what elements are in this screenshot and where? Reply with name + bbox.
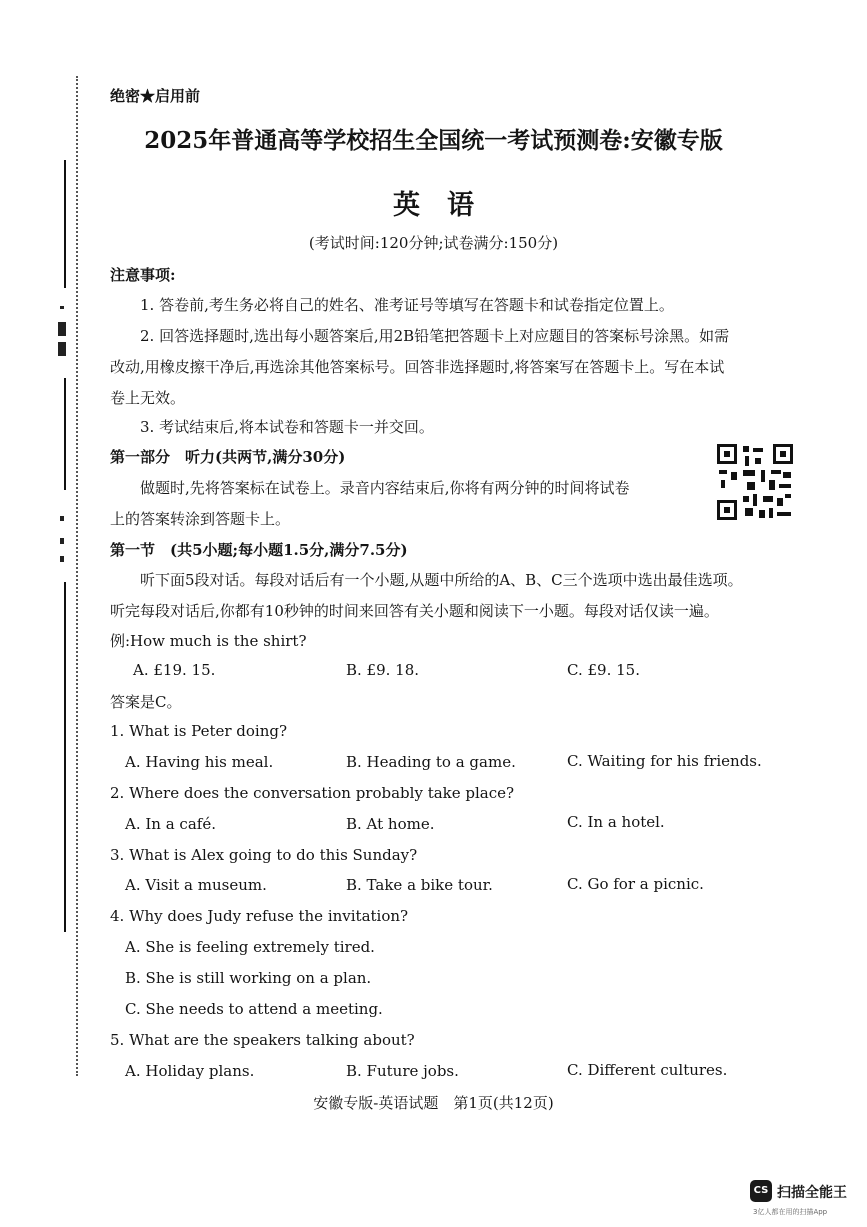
notes-heading: 注意事项: — [110, 266, 176, 284]
part1-intro-line-2: 上的答案转涂到答题卡上。 — [110, 510, 291, 528]
question-2-option-b: B. At home. — [346, 815, 435, 833]
question-1-option-c: C. Waiting for his friends. — [567, 752, 762, 770]
question-4-option-b: B. She is still working on a plan. — [125, 969, 372, 987]
example-question: 例:How much is the shirt? — [110, 632, 307, 650]
note-2-line-3: 卷上无效。 — [110, 389, 186, 407]
question-2-stem: 2. Where does the conversation probably take place? — [110, 784, 515, 802]
example-option-c: C. £9. 15. — [567, 661, 640, 679]
note-1: 1. 答卷前,考生务必将自己的姓名、准考证号等填写在答题卡和试卷指定位置上。 — [140, 296, 674, 314]
exam-title: 2025年普通高等学校招生全国统一考试预测卷:安徽专版 — [144, 127, 723, 154]
question-3-option-c: C. Go for a picnic. — [567, 875, 704, 893]
section1-intro-line-1: 听下面5段对话。每段对话后有一个小题,从题中所给的A、B、C三个选项中选出最佳选项。 — [140, 571, 743, 589]
question-5-option-c: C. Different cultures. — [567, 1061, 728, 1079]
question-2-option-a: A. In a café. — [125, 815, 216, 833]
scanner-app-name: 扫描全能王 — [777, 1185, 847, 1201]
subject-title: 英 语 — [393, 190, 474, 221]
binding-line-top — [64, 160, 66, 288]
question-1-option-b: B. Heading to a game. — [346, 753, 516, 771]
scanner-watermark — [750, 1180, 862, 1224]
note-3: 3. 考试结束后,将本试卷和答题卡一并交回。 — [140, 418, 434, 436]
page-footer: 安徽专版-英语试题 第1页(共12页) — [313, 1094, 554, 1112]
section1-intro-line-2: 听完每段对话后,你都有10秒钟的时间来回答有关小题和阅读下一小题。每段对话仅读一遍。 — [110, 602, 719, 620]
scanner-tagline: 3亿人都在用的扫描App — [753, 1208, 828, 1216]
binding-mark — [58, 322, 66, 336]
binding-line-bottom — [64, 582, 66, 932]
example-answer: 答案是C。 — [110, 693, 182, 711]
question-1-stem: 1. What is Peter doing? — [110, 722, 288, 740]
question-5-option-a: A. Holiday plans. — [125, 1062, 255, 1080]
part1-heading: 第一部分 听力(共两节,满分30分) — [110, 448, 346, 466]
note-2-line-2: 改动,用橡皮擦干净后,再选涂其他答案标号。回答非选择题时,将答案写在答题卡上。写在本试 — [110, 358, 725, 376]
binding-mark — [58, 342, 66, 356]
question-2-option-c: C. In a hotel. — [567, 813, 665, 831]
question-4-option-c: C. She needs to attend a meeting. — [125, 1000, 383, 1018]
binding-line-middle — [64, 378, 66, 490]
question-5-option-b: B. Future jobs. — [346, 1062, 459, 1080]
note-2-line-1: 2. 回答选择题时,选出每小题答案后,用2B铅笔把答题卡上对应题目的答案标号涂黑。如需 — [140, 327, 730, 345]
question-3-stem: 3. What is Alex going to do this Sunday? — [110, 846, 418, 864]
question-3-option-b: B. Take a bike tour. — [346, 876, 493, 894]
confidential-label: 绝密★启用前 — [110, 87, 201, 105]
question-1-option-a: A. Having his meal. — [125, 753, 274, 771]
section1-heading: 第一节 (共5小题;每小题1.5分,满分7.5分) — [110, 541, 408, 559]
question-3-option-a: A. Visit a museum. — [125, 876, 267, 894]
binding-dotted-line — [76, 76, 78, 1076]
binding-mark — [60, 306, 64, 309]
binding-mark — [60, 516, 64, 521]
example-option-a: A. £19. 15. — [133, 661, 216, 679]
qr-code[interactable] — [717, 444, 793, 520]
question-4-option-a: A. She is feeling extremely tired. — [125, 938, 375, 956]
question-4-stem: 4. Why does Judy refuse the invitation? — [110, 907, 409, 925]
exam-info: (考试时间:120分钟;试卷满分:150分) — [308, 234, 559, 252]
example-option-b: B. £9. 18. — [346, 661, 420, 679]
binding-mark — [60, 538, 64, 544]
scanner-logo-icon: CS — [750, 1180, 772, 1202]
part1-intro-line-1: 做题时,先将答案标在试卷上。录音内容结束后,你将有两分钟的时间将试卷 — [140, 479, 630, 497]
question-5-stem: 5. What are the speakers talking about? — [110, 1031, 415, 1049]
binding-mark — [60, 556, 64, 562]
